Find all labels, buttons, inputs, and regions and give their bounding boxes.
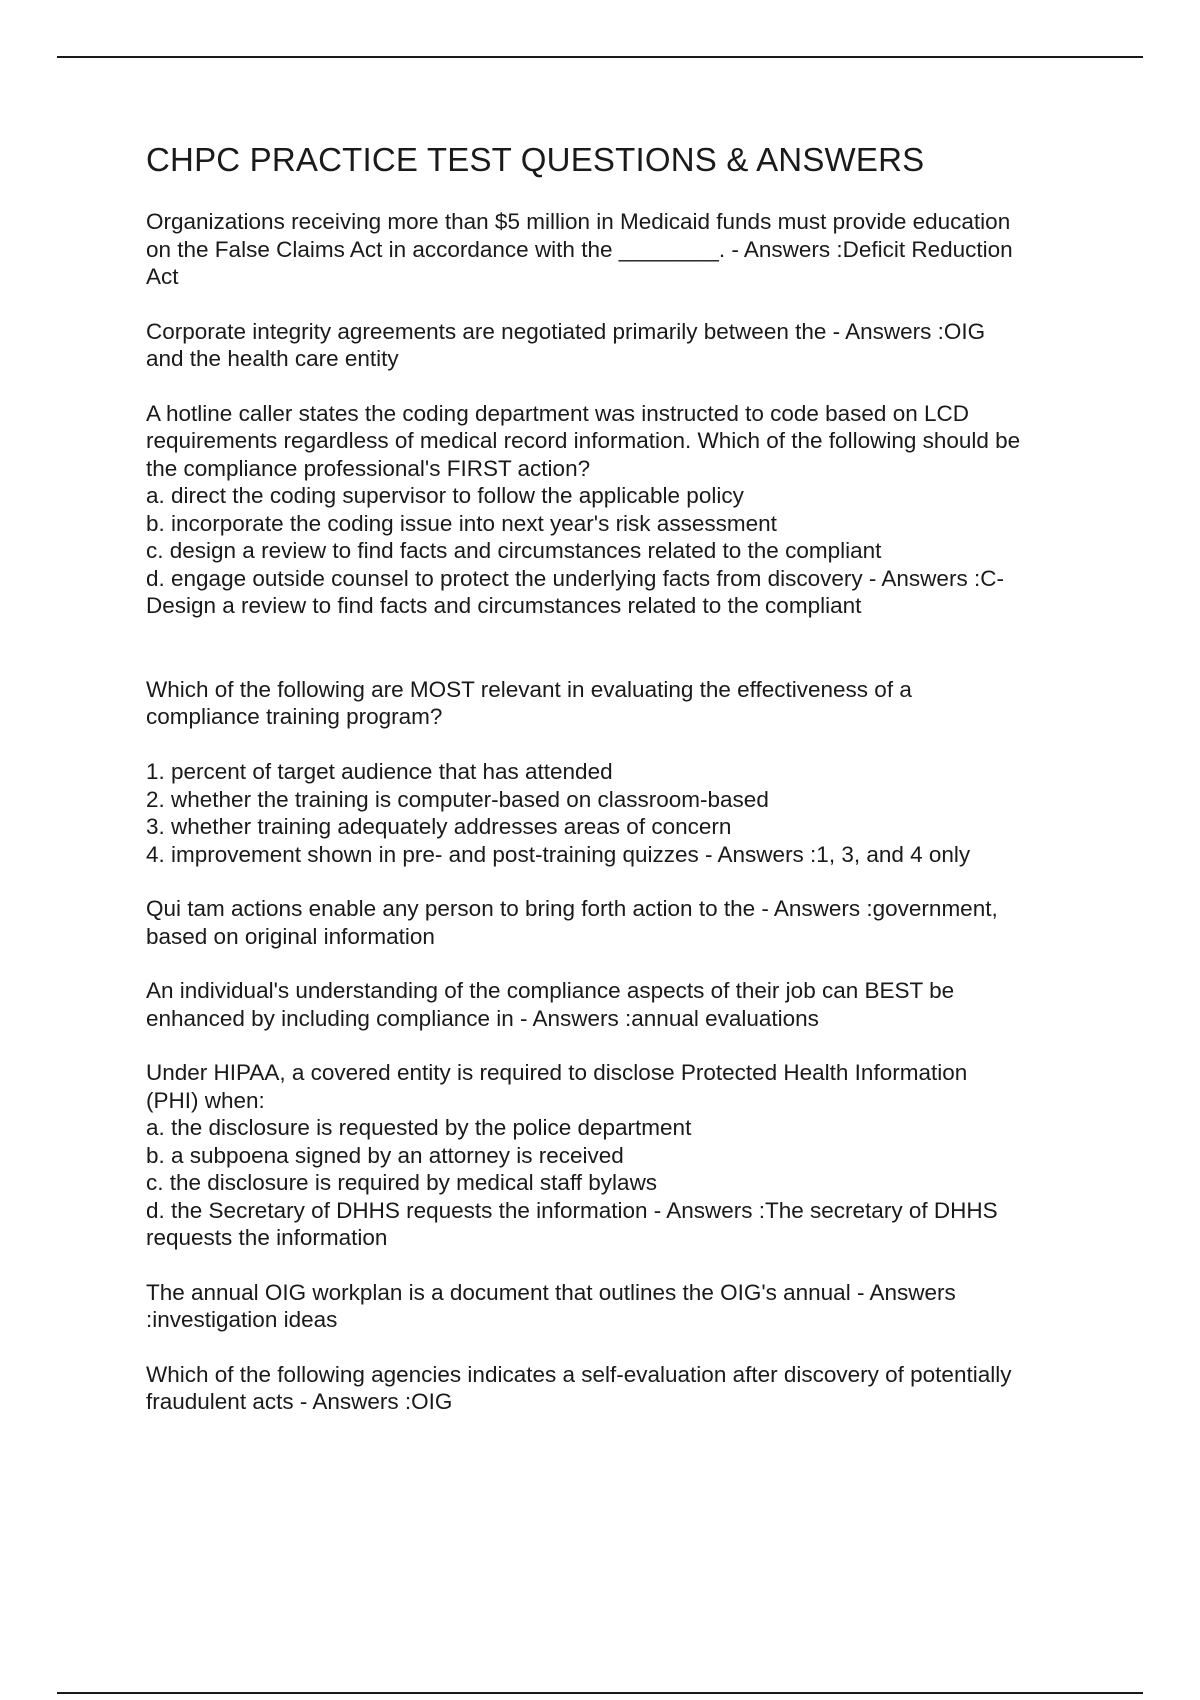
qa-line: compliance training program? (146, 704, 443, 729)
qa-option: a. the disclosure is requested by the police department (146, 1115, 692, 1140)
qa-line: Qui tam actions enable any person to bring forth action to the - Answers :government, (146, 896, 998, 921)
bottom-rule (57, 1692, 1143, 1694)
qa-line: Under HIPAA, a covered entity is required to disclose Protected Health Information (146, 1060, 968, 1085)
qa-option: c. the disclosure is required by medical staff bylaws (146, 1170, 658, 1195)
qa-option: d. the Secretary of DHHS requests the information - Answers :The secretary of DHHS (146, 1197, 998, 1223)
qa-item-2 (146, 318, 1106, 373)
qa-line: An individual's understanding of the compliance aspects of their job can BEST be (146, 978, 955, 1003)
qa-line: The annual OIG workplan is a document that outlines the OIG's annual - Answers (146, 1279, 956, 1305)
qa-item-9 (146, 1361, 1106, 1416)
qa-item-1 (146, 208, 1106, 291)
qa-line: and the health care entity (146, 346, 399, 371)
qa-item-7 (146, 1059, 1106, 1252)
qa-item-8 (146, 1279, 1106, 1334)
qa-line: based on original information (146, 923, 435, 949)
qa-line: :investigation ideas (146, 1307, 338, 1332)
qa-line: Which of the following are MOST relevant in evaluating the effectiveness of a (146, 676, 912, 702)
qa-line: Design a review to find facts and circumstances related to the compliant (146, 593, 862, 618)
qa-option: d. engage outside counsel to protect the underlying facts from discovery - Answers :C- (146, 565, 1004, 591)
qa-line: Which of the following agencies indicates a self-evaluation after discovery of potentially (146, 1361, 1012, 1387)
document-title: CHPC PRACTICE TEST QUESTIONS & ANSWERS (146, 141, 925, 178)
qa-line: the compliance professional's FIRST action? (146, 455, 591, 481)
qa-item-3 (146, 400, 1106, 620)
qa-line: requirements regardless of medical record information. Which of the following should be (146, 428, 1021, 453)
qa-spacer (146, 731, 1106, 759)
qa-line: on the False Claims Act in accordance with the ________. - Answers :Deficit Reduction (146, 236, 1013, 262)
qa-option: 3. whether training adequately addresses areas of concern (146, 814, 732, 839)
qa-option: 1. percent of target audience that has attended (146, 759, 613, 784)
qa-line: fraudulent acts - Answers :OIG (146, 1389, 453, 1414)
top-rule (57, 56, 1143, 58)
qa-item-6 (146, 977, 1106, 1032)
qa-option: b. a subpoena signed by an attorney is received (146, 1142, 624, 1168)
document-body (146, 140, 1106, 1443)
qa-option: a. direct the coding supervisor to follow the applicable policy (146, 483, 744, 508)
qa-line: requests the information (146, 1225, 388, 1250)
qa-item-5 (146, 895, 1106, 950)
qa-line: (PHI) when: (146, 1087, 265, 1113)
qa-option: b. incorporate the coding issue into next year's risk assessment (146, 510, 777, 536)
qa-line: A hotline caller states the coding department was instructed to code based on LCD (146, 400, 969, 426)
qa-line: Act (146, 264, 179, 289)
qa-line: Corporate integrity agreements are negotiated primarily between the - Answers :OIG (146, 318, 986, 344)
qa-option: 2. whether the training is computer-based on classroom-based (146, 786, 769, 812)
qa-option: c. design a review to find facts and circumstances related to the compliant (146, 538, 882, 563)
qa-option: 4. improvement shown in pre- and post-training quizzes - Answers :1, 3, and 4 only (146, 841, 971, 867)
qa-item-4 (146, 676, 1106, 869)
qa-line: Organizations receiving more than $5 million in Medicaid funds must provide education (146, 209, 1011, 234)
qa-line: enhanced by including compliance in - Answers :annual evaluations (146, 1005, 819, 1031)
